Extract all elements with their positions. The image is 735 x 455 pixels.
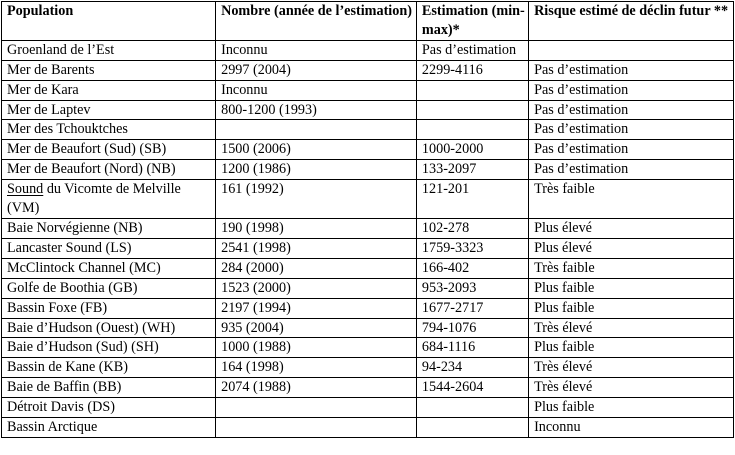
header-population: Population — [2, 2, 216, 41]
cell-estimate: 102-278 — [416, 218, 528, 238]
cell-population: Baie d’Hudson (Ouest) (WH) — [2, 318, 216, 338]
cell-population: Lancaster Sound (LS) — [2, 238, 216, 258]
table-row — [2, 358, 734, 378]
table-row — [2, 378, 734, 398]
cell-population — [2, 180, 216, 219]
cell-number: 190 (1998) — [216, 218, 417, 238]
table-row — [2, 318, 734, 338]
cell-number: 1000 (1988) — [216, 338, 417, 358]
document — [1, 1, 734, 438]
cell-risk: Pas d’estimation — [529, 160, 734, 180]
cell-risk: Très faible — [529, 180, 734, 219]
cell-population: Mer de Barents — [2, 60, 216, 80]
cell-risk: Pas d’estimation — [529, 120, 734, 140]
cell-population: Mer de Beaufort (Sud) (SB) — [2, 140, 216, 160]
table-row — [2, 218, 734, 238]
cell-estimate: 794-1076 — [416, 318, 528, 338]
table-row — [2, 298, 734, 318]
header-risk: Risque estimé de déclin futur ** — [529, 2, 734, 41]
cell-number: 161 (1992) — [216, 180, 417, 219]
table-row — [2, 60, 734, 80]
cell-estimate — [416, 120, 528, 140]
table-row — [2, 258, 734, 278]
cell-estimate — [416, 398, 528, 418]
cell-estimate: 166-402 — [416, 258, 528, 278]
cell-population: Mer de Beaufort (Nord) (NB) — [2, 160, 216, 180]
cell-estimate: 1000-2000 — [416, 140, 528, 160]
table-row — [2, 140, 734, 160]
cell-number: 800-1200 (1993) — [216, 100, 417, 120]
cell-estimate: 133-2097 — [416, 160, 528, 180]
cell-population: Mer des Tchouktches — [2, 120, 216, 140]
cell-risk: Plus élevé — [529, 218, 734, 238]
cell-estimate: 1759-3323 — [416, 238, 528, 258]
table-row — [2, 120, 734, 140]
cell-number — [216, 398, 417, 418]
cell-risk: Plus faible — [529, 298, 734, 318]
cell-population: Mer de Laptev — [2, 100, 216, 120]
cell-number — [216, 418, 417, 438]
cell-population: Golfe de Boothia (GB) — [2, 278, 216, 298]
cell-number: Inconnu — [216, 40, 417, 60]
cell-estimate: 94-234 — [416, 358, 528, 378]
table-row — [2, 338, 734, 358]
cell-risk: Très faible — [529, 258, 734, 278]
cell-population: Mer de Kara — [2, 80, 216, 100]
cell-population: Baie de Baffin (BB) — [2, 378, 216, 398]
cell-risk: Très élevé — [529, 358, 734, 378]
cell-risk: Pas d’estimation — [529, 80, 734, 100]
cell-estimate: 953-2093 — [416, 278, 528, 298]
header-number: Nombre (année de l’estimation) — [216, 2, 417, 41]
cell-number: 1523 (2000) — [216, 278, 417, 298]
cell-risk: Plus faible — [529, 278, 734, 298]
cell-population: Détroit Davis (DS) — [2, 398, 216, 418]
header-row — [2, 2, 734, 41]
cell-risk: Très élevé — [529, 378, 734, 398]
cell-estimate: 684-1116 — [416, 338, 528, 358]
cell-number: 164 (1998) — [216, 358, 417, 378]
table-row — [2, 160, 734, 180]
cell-risk: Pas d’estimation — [529, 60, 734, 80]
cell-estimate: 2299-4116 — [416, 60, 528, 80]
table-row — [2, 398, 734, 418]
cell-risk: Plus faible — [529, 398, 734, 418]
cell-number: 2197 (1994) — [216, 298, 417, 318]
cell-number: 2074 (1988) — [216, 378, 417, 398]
table-row — [2, 40, 734, 60]
cell-population: Bassin Foxe (FB) — [2, 298, 216, 318]
cell-number — [216, 120, 417, 140]
cell-risk: Très élevé — [529, 318, 734, 338]
cell-population: McClintock Channel (MC) — [2, 258, 216, 278]
cell-estimate — [416, 100, 528, 120]
table-row — [2, 100, 734, 120]
population-table — [1, 1, 734, 438]
cell-estimate: 1544-2604 — [416, 378, 528, 398]
header-estimate: Estimation (min-max)* — [416, 2, 528, 41]
table-row — [2, 418, 734, 438]
cell-estimate: Pas d’estimation — [416, 40, 528, 60]
table-row — [2, 80, 734, 100]
cell-population: Bassin Arctique — [2, 418, 216, 438]
cell-risk: Plus élevé — [529, 238, 734, 258]
cell-number: Inconnu — [216, 80, 417, 100]
table-row — [2, 180, 734, 219]
underlined-word: Sound — [7, 181, 44, 198]
cell-population: Baie d’Hudson (Sud) (SH) — [2, 338, 216, 358]
cell-population: Bassin de Kane (KB) — [2, 358, 216, 378]
cell-risk: Pas d’estimation — [529, 100, 734, 120]
cell-risk — [529, 40, 734, 60]
cell-number: 935 (2004) — [216, 318, 417, 338]
cell-number: 1200 (1986) — [216, 160, 417, 180]
cell-number: 284 (2000) — [216, 258, 417, 278]
population-rest: du Vicomte de Melville (VM) — [7, 181, 181, 217]
cell-estimate: 1677-2717 — [416, 298, 528, 318]
cell-risk: Plus faible — [529, 338, 734, 358]
cell-number: 2541 (1998) — [216, 238, 417, 258]
cell-estimate — [416, 80, 528, 100]
cell-population: Baie Norvégienne (NB) — [2, 218, 216, 238]
cell-number: 2997 (2004) — [216, 60, 417, 80]
cell-estimate — [416, 418, 528, 438]
cell-risk: Pas d’estimation — [529, 140, 734, 160]
cell-population: Groenland de l’Est — [2, 40, 216, 60]
cell-estimate: 121-201 — [416, 180, 528, 219]
table-row — [2, 238, 734, 258]
table-row — [2, 278, 734, 298]
cell-risk: Inconnu — [529, 418, 734, 438]
cell-number: 1500 (2006) — [216, 140, 417, 160]
